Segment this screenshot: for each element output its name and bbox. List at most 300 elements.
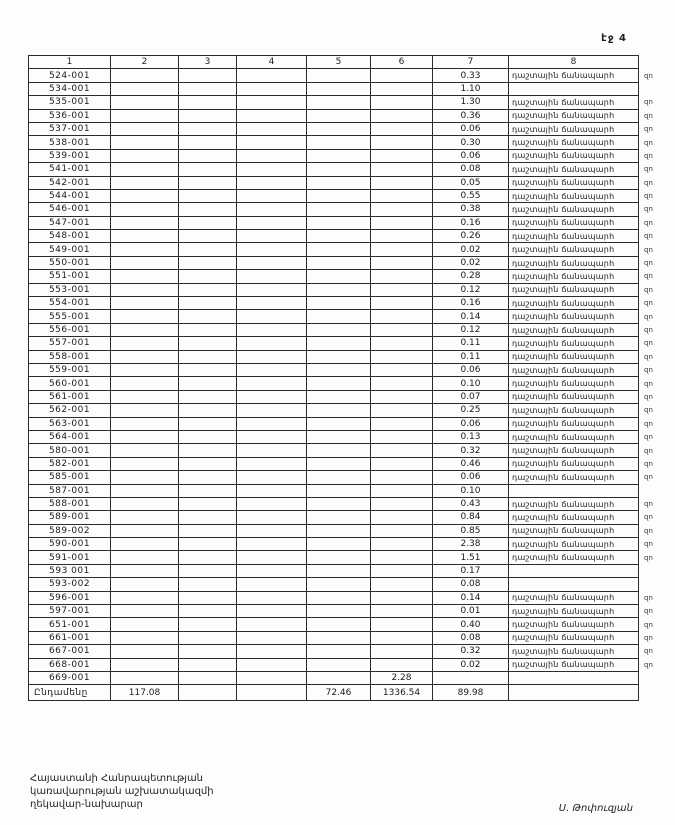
value-cell-col2: [111, 189, 179, 202]
table-row: [29, 524, 667, 537]
margin-mark: զո: [644, 151, 653, 160]
code-cell: 661-001: [29, 631, 111, 644]
code-cell: 593-002: [29, 578, 111, 591]
margin-mark: զո: [644, 339, 653, 348]
code-cell: 558-001: [29, 350, 111, 363]
table-row: [29, 270, 667, 283]
value-cell-col3: [179, 363, 237, 376]
margin-mark: [639, 685, 667, 701]
value-cell-col3: [179, 417, 237, 430]
margin-mark: զո: [644, 607, 653, 616]
value-cell-col4: [237, 283, 307, 296]
margin-mark: զո: [644, 406, 653, 415]
value-cell-col7: 0.10: [433, 377, 509, 390]
code-cell: 557-001: [29, 337, 111, 350]
code-cell: 590-001: [29, 538, 111, 551]
value-cell-col5: [307, 578, 371, 591]
table-row: [29, 149, 667, 162]
value-cell-col6: [371, 203, 433, 216]
value-cell-col6: [371, 163, 433, 176]
value-cell-col6: [371, 377, 433, 390]
value-cell-col6: 1336.54: [371, 685, 433, 701]
table-row: [29, 243, 667, 256]
value-cell-col5: [307, 270, 371, 283]
value-cell-col7: 0.16: [433, 297, 509, 310]
margin-header-spacer: [639, 56, 667, 69]
value-cell-col5: [307, 645, 371, 658]
value-cell-col5: [307, 444, 371, 457]
value-cell-col3: [179, 511, 237, 524]
value-cell-col8: դաշտային ճանապարհ: [509, 136, 639, 149]
code-cell: 539-001: [29, 149, 111, 162]
table-row: [29, 96, 667, 109]
value-cell-col5: [307, 417, 371, 430]
table-row: [29, 297, 667, 310]
value-cell-col6: [371, 618, 433, 631]
value-cell-col2: [111, 645, 179, 658]
value-cell-col6: [371, 390, 433, 403]
value-cell-col3: [179, 69, 237, 82]
code-cell: 596-001: [29, 591, 111, 604]
value-cell-col7: 0.06: [433, 417, 509, 430]
value-cell-col8: դաշտային ճանապարհ: [509, 176, 639, 189]
value-cell-col5: [307, 109, 371, 122]
value-cell-col7: 0.33: [433, 69, 509, 82]
value-cell-col8: դաշտային ճանապարհ: [509, 122, 639, 135]
code-cell: 580-001: [29, 444, 111, 457]
code-cell: 548-001: [29, 230, 111, 243]
code-cell: 553-001: [29, 283, 111, 296]
value-cell-col5: [307, 618, 371, 631]
value-cell-col5: [307, 216, 371, 229]
value-cell-col6: [371, 297, 433, 310]
value-cell-col2: [111, 457, 179, 470]
value-cell-col7: [433, 671, 509, 684]
value-cell-col8: [509, 82, 639, 95]
value-cell-col8: դաշտային ճանապարհ: [509, 524, 639, 537]
value-cell-col6: [371, 645, 433, 658]
value-cell-col5: [307, 337, 371, 350]
code-cell: 546-001: [29, 203, 111, 216]
value-cell-col4: [237, 136, 307, 149]
value-cell-col7: 0.07: [433, 390, 509, 403]
column-header-1: 1: [29, 56, 111, 69]
value-cell-col8: դաշտային ճանապարհ: [509, 658, 639, 671]
value-cell-col4: [237, 96, 307, 109]
value-cell-col8: դաշտային ճանապարհ: [509, 538, 639, 551]
value-cell-col4: [237, 645, 307, 658]
value-cell-col7: 0.02: [433, 256, 509, 269]
margin-mark: [639, 671, 667, 684]
value-cell-col5: [307, 497, 371, 510]
value-cell-col6: [371, 310, 433, 323]
column-header-2: 2: [111, 56, 179, 69]
value-cell-col2: [111, 497, 179, 510]
value-cell-col4: [237, 230, 307, 243]
value-cell-col6: [371, 430, 433, 443]
value-cell-col6: [371, 471, 433, 484]
value-cell-col3: [179, 444, 237, 457]
table-row: [29, 645, 667, 658]
code-cell: 667-001: [29, 645, 111, 658]
value-cell-col7: 0.01: [433, 605, 509, 618]
column-header-5: 5: [307, 56, 371, 69]
margin-mark: զո: [644, 513, 653, 522]
table-row: [29, 350, 667, 363]
value-cell-col6: [371, 363, 433, 376]
code-cell: 597-001: [29, 605, 111, 618]
margin-mark: զո: [644, 192, 653, 201]
value-cell-col5: [307, 243, 371, 256]
margin-mark: զո: [644, 205, 653, 214]
column-header-4: 4: [237, 56, 307, 69]
value-cell-col3: [179, 96, 237, 109]
margin-mark: զո: [644, 312, 653, 321]
value-cell-col4: [237, 163, 307, 176]
value-cell-col4: [237, 337, 307, 350]
value-cell-col3: [179, 658, 237, 671]
table-row: [29, 176, 667, 189]
total-row: [29, 685, 667, 701]
value-cell-col2: [111, 136, 179, 149]
value-cell-col6: [371, 136, 433, 149]
value-cell-col8: [509, 685, 639, 701]
value-cell-col4: [237, 377, 307, 390]
table-row: [29, 497, 667, 510]
value-cell-col2: 117.08: [111, 685, 179, 701]
table-row: [29, 658, 667, 671]
margin-mark: զո: [644, 232, 653, 241]
value-cell-col8: դաշտային ճանապարհ: [509, 444, 639, 457]
value-cell-col8: դաշտային ճանապարհ: [509, 363, 639, 376]
value-cell-col4: [237, 404, 307, 417]
value-cell-col5: [307, 136, 371, 149]
value-cell-col2: [111, 538, 179, 551]
value-cell-col2: [111, 430, 179, 443]
value-cell-col5: [307, 149, 371, 162]
value-cell-col8: դաշտային ճանապարհ: [509, 631, 639, 644]
table-row: [29, 484, 667, 497]
value-cell-col4: [237, 578, 307, 591]
page-number: էջ 4: [601, 33, 627, 44]
value-cell-col6: [371, 578, 433, 591]
value-cell-col7: 0.43: [433, 497, 509, 510]
value-cell-col4: [237, 671, 307, 684]
value-cell-col8: դաշտային ճանապարհ: [509, 283, 639, 296]
data-table: [28, 55, 667, 701]
table-row: [29, 377, 667, 390]
code-cell: 669-001: [29, 671, 111, 684]
value-cell-col3: [179, 605, 237, 618]
value-cell-col4: [237, 363, 307, 376]
total-label-cell: Ընդամենը: [29, 685, 111, 701]
code-cell: 547-001: [29, 216, 111, 229]
value-cell-col6: [371, 96, 433, 109]
value-cell-col4: [237, 631, 307, 644]
value-cell-col6: [371, 484, 433, 497]
code-cell: 651-001: [29, 618, 111, 631]
value-cell-col4: [237, 350, 307, 363]
margin-mark: զո: [644, 352, 653, 361]
value-cell-col2: [111, 390, 179, 403]
margin-mark: զո: [644, 299, 653, 308]
value-cell-col7: 0.05: [433, 176, 509, 189]
code-cell: 544-001: [29, 189, 111, 202]
value-cell-col7: 0.14: [433, 591, 509, 604]
value-cell-col7: 0.06: [433, 122, 509, 135]
value-cell-col3: [179, 297, 237, 310]
value-cell-col5: [307, 297, 371, 310]
value-cell-col6: [371, 350, 433, 363]
value-cell-col6: [371, 538, 433, 551]
value-cell-col4: [237, 390, 307, 403]
code-cell: 560-001: [29, 377, 111, 390]
value-cell-col2: [111, 564, 179, 577]
value-cell-col4: [237, 538, 307, 551]
value-cell-col3: [179, 323, 237, 336]
value-cell-col2: [111, 216, 179, 229]
value-cell-col6: [371, 323, 433, 336]
margin-mark: [639, 82, 667, 95]
value-cell-col5: [307, 82, 371, 95]
table-row: [29, 216, 667, 229]
margin-mark: զո: [644, 500, 653, 509]
table-row: [29, 511, 667, 524]
value-cell-col4: [237, 471, 307, 484]
code-cell: 588-001: [29, 497, 111, 510]
value-cell-col4: [237, 618, 307, 631]
value-cell-col8: [509, 564, 639, 577]
value-cell-col3: [179, 216, 237, 229]
value-cell-col8: դաշտային ճանապարհ: [509, 377, 639, 390]
value-cell-col2: [111, 283, 179, 296]
value-cell-col7: 0.16: [433, 216, 509, 229]
margin-mark: զո: [644, 111, 653, 120]
value-cell-col3: [179, 256, 237, 269]
value-cell-col8: դաշտային ճանապարհ: [509, 109, 639, 122]
table-row: [29, 109, 667, 122]
value-cell-col2: [111, 363, 179, 376]
margin-mark: [639, 564, 667, 577]
value-cell-col2: [111, 82, 179, 95]
value-cell-col6: [371, 417, 433, 430]
table-row: [29, 82, 667, 95]
value-cell-col2: [111, 203, 179, 216]
margin-mark: զո: [644, 285, 653, 294]
value-cell-col6: [371, 497, 433, 510]
value-cell-col2: [111, 350, 179, 363]
value-cell-col8: [509, 484, 639, 497]
table-row: [29, 337, 667, 350]
value-cell-col5: [307, 551, 371, 564]
code-cell: 582-001: [29, 457, 111, 470]
issuer-block: [30, 772, 214, 811]
value-cell-col5: [307, 457, 371, 470]
table-row: [29, 578, 667, 591]
value-cell-col2: [111, 96, 179, 109]
code-cell: 587-001: [29, 484, 111, 497]
value-cell-col8: դաշտային ճանապարհ: [509, 270, 639, 283]
value-cell-col8: դաշտային ճանապարհ: [509, 149, 639, 162]
value-cell-col2: [111, 163, 179, 176]
table-row: [29, 591, 667, 604]
value-cell-col6: [371, 109, 433, 122]
value-cell-col8: դաշտային ճանապարհ: [509, 497, 639, 510]
value-cell-col7: 2.38: [433, 538, 509, 551]
value-cell-col6: [371, 122, 433, 135]
value-cell-col6: [371, 444, 433, 457]
value-cell-col3: [179, 350, 237, 363]
code-cell: 562-001: [29, 404, 111, 417]
margin-mark: զո: [644, 366, 653, 375]
column-header-3: 3: [179, 56, 237, 69]
margin-mark: զո: [644, 446, 653, 455]
value-cell-col2: [111, 310, 179, 323]
value-cell-col3: [179, 685, 237, 701]
value-cell-col3: [179, 390, 237, 403]
value-cell-col6: [371, 404, 433, 417]
value-cell-col4: [237, 430, 307, 443]
value-cell-col8: դաշտային ճանապարհ: [509, 189, 639, 202]
value-cell-col2: [111, 671, 179, 684]
value-cell-col3: [179, 176, 237, 189]
value-cell-col6: [371, 457, 433, 470]
value-cell-col8: դաշտային ճանապարհ: [509, 618, 639, 631]
value-cell-col4: [237, 685, 307, 701]
table-row: [29, 671, 667, 684]
value-cell-col7: 0.46: [433, 457, 509, 470]
value-cell-col6: [371, 216, 433, 229]
value-cell-col7: 0.08: [433, 163, 509, 176]
value-cell-col3: [179, 591, 237, 604]
value-cell-col5: [307, 658, 371, 671]
value-cell-col5: [307, 189, 371, 202]
code-cell: 534-001: [29, 82, 111, 95]
value-cell-col4: [237, 551, 307, 564]
value-cell-col6: [371, 283, 433, 296]
code-cell: 536-001: [29, 109, 111, 122]
value-cell-col7: 1.51: [433, 551, 509, 564]
value-cell-col2: [111, 591, 179, 604]
value-cell-col3: [179, 230, 237, 243]
value-cell-col5: [307, 538, 371, 551]
value-cell-col4: [237, 591, 307, 604]
value-cell-col8: դաշտային ճանապարհ: [509, 551, 639, 564]
value-cell-col7: 0.06: [433, 149, 509, 162]
value-cell-col6: [371, 243, 433, 256]
value-cell-col3: [179, 270, 237, 283]
value-cell-col6: [371, 189, 433, 202]
table-row: [29, 417, 667, 430]
value-cell-col4: [237, 122, 307, 135]
value-cell-col7: 0.26: [433, 230, 509, 243]
margin-mark: զո: [644, 419, 653, 428]
value-cell-col3: [179, 430, 237, 443]
value-cell-col4: [237, 82, 307, 95]
value-cell-col4: [237, 243, 307, 256]
value-cell-col4: [237, 524, 307, 537]
value-cell-col8: դաշտային ճանապարհ: [509, 337, 639, 350]
value-cell-col6: [371, 82, 433, 95]
value-cell-col6: [371, 69, 433, 82]
value-cell-col5: [307, 96, 371, 109]
value-cell-col4: [237, 511, 307, 524]
value-cell-col3: [179, 631, 237, 644]
value-cell-col3: [179, 82, 237, 95]
value-cell-col4: [237, 457, 307, 470]
value-cell-col7: 0.40: [433, 618, 509, 631]
margin-mark: զո: [644, 245, 653, 254]
code-cell: 564-001: [29, 430, 111, 443]
value-cell-col6: [371, 149, 433, 162]
value-cell-col5: [307, 471, 371, 484]
table-row: [29, 471, 667, 484]
value-cell-col8: դաշտային ճանապարհ: [509, 591, 639, 604]
value-cell-col2: [111, 149, 179, 162]
value-cell-col4: [237, 149, 307, 162]
value-cell-col3: [179, 136, 237, 149]
value-cell-col5: [307, 203, 371, 216]
value-cell-col4: [237, 323, 307, 336]
value-cell-col7: 0.06: [433, 363, 509, 376]
value-cell-col8: դաշտային ճանապարհ: [509, 96, 639, 109]
value-cell-col8: դաշտային ճանապարհ: [509, 256, 639, 269]
margin-mark: զո: [644, 633, 653, 642]
margin-mark: զո: [644, 326, 653, 334]
table-row: [29, 551, 667, 564]
value-cell-col4: [237, 658, 307, 671]
value-cell-col7: 0.02: [433, 658, 509, 671]
value-cell-col6: [371, 337, 433, 350]
code-cell: 549-001: [29, 243, 111, 256]
value-cell-col6: [371, 176, 433, 189]
code-cell: 561-001: [29, 390, 111, 403]
code-cell: 589-001: [29, 511, 111, 524]
table-row: [29, 122, 667, 135]
value-cell-col3: [179, 671, 237, 684]
margin-mark: զո: [644, 620, 653, 629]
value-cell-col8: դաշտային ճանապարհ: [509, 243, 639, 256]
value-cell-col7: 0.36: [433, 109, 509, 122]
value-cell-col6: [371, 551, 433, 564]
issuer-line-1: Հայաստանի Հանրապետության: [30, 773, 204, 784]
value-cell-col2: [111, 484, 179, 497]
code-cell: 589-002: [29, 524, 111, 537]
margin-mark: զո: [644, 178, 653, 187]
signature-name: Ս. Թոփուզյան: [558, 803, 633, 814]
value-cell-col5: [307, 430, 371, 443]
value-cell-col5: [307, 163, 371, 176]
value-cell-col4: [237, 69, 307, 82]
code-cell: 563-001: [29, 417, 111, 430]
value-cell-col3: [179, 149, 237, 162]
margin-mark: զո: [644, 165, 653, 174]
value-cell-col8: [509, 578, 639, 591]
value-cell-col4: [237, 444, 307, 457]
value-cell-col3: [179, 645, 237, 658]
value-cell-col5: [307, 230, 371, 243]
column-header-8: 8: [509, 56, 639, 69]
table-row: [29, 564, 667, 577]
table-row: [29, 203, 667, 216]
value-cell-col7: 0.28: [433, 270, 509, 283]
value-cell-col3: [179, 283, 237, 296]
value-cell-col3: [179, 337, 237, 350]
value-cell-col7: 1.30: [433, 96, 509, 109]
margin-mark: զո: [644, 660, 653, 669]
value-cell-col8: դաշտային ճանապարհ: [509, 310, 639, 323]
value-cell-col3: [179, 618, 237, 631]
